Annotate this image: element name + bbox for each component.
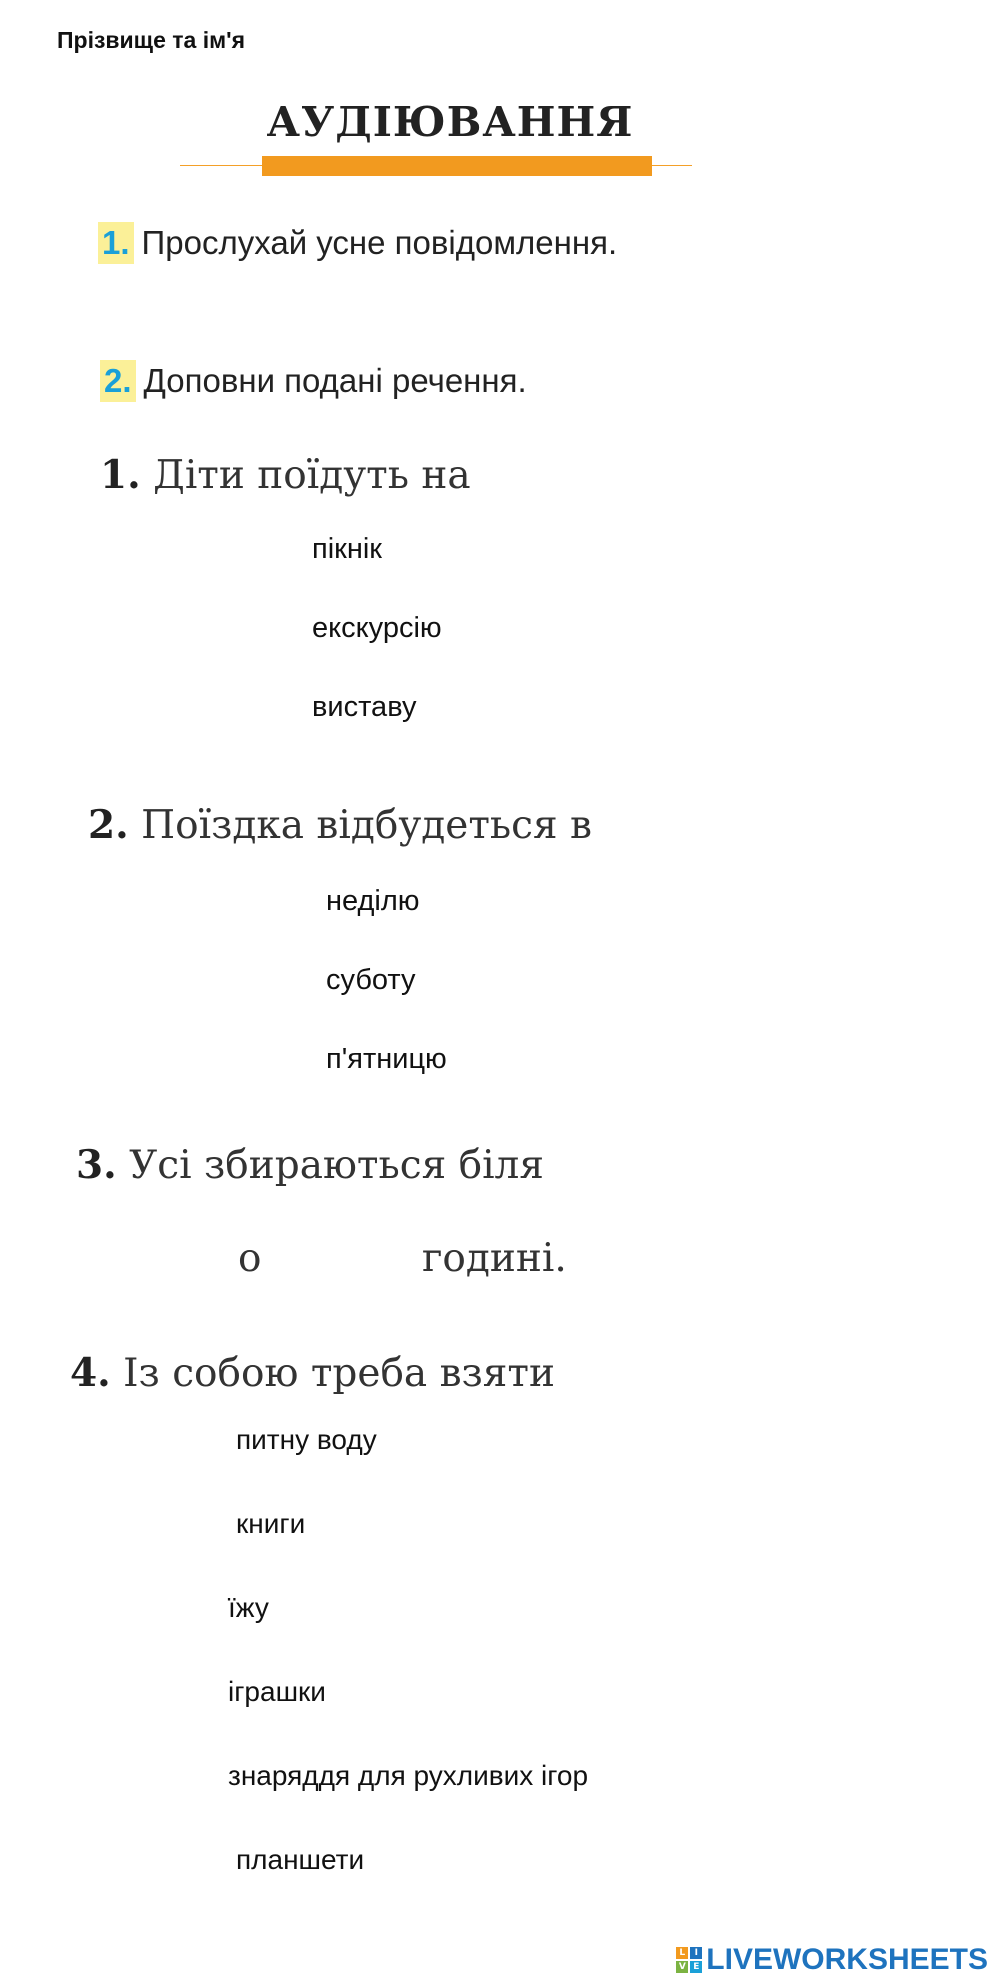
question-4-option-4[interactable]: іграшки: [228, 1676, 326, 1707]
page-title: АУДІЮВАННЯ: [266, 98, 634, 146]
logo-letter-v: V: [676, 1961, 688, 1973]
question-2-text: Поїздка відбудеться в: [141, 803, 592, 848]
question-1-number: 1.: [100, 452, 141, 498]
question-4-text: Із собою треба взяти: [123, 1351, 555, 1396]
task-2-number: 2.: [100, 360, 136, 402]
logo-mark-icon: [676, 1947, 702, 1973]
question-3-line2-suffix: годині.: [422, 1236, 567, 1281]
title-underline-bar: [262, 156, 652, 176]
question-4-option-5[interactable]: знаряддя для рухливих ігор: [228, 1760, 589, 1791]
question-3-number: 3.: [76, 1142, 117, 1188]
question-3-text: Усі збираються біля: [129, 1143, 544, 1188]
logo-letter-i: I: [690, 1947, 702, 1959]
question-1-option-1[interactable]: пікнік: [312, 533, 382, 565]
task-1: [98, 222, 617, 264]
question-1-option-2[interactable]: екскурсію: [312, 612, 442, 644]
logo-letter-l: L: [676, 1947, 688, 1959]
logo-text: LIVEWORKSHEETS: [706, 1943, 988, 1976]
task-1-number: 1.: [98, 222, 134, 264]
question-4-number: 4.: [70, 1350, 111, 1396]
question-3-place-input[interactable]: [548, 1148, 698, 1188]
question-4: [70, 1350, 555, 1396]
question-2-option-2[interactable]: суботу: [326, 964, 416, 996]
question-4-option-6[interactable]: планшети: [236, 1844, 365, 1875]
question-4-option-2[interactable]: книги: [236, 1508, 306, 1539]
question-4-option-3[interactable]: їжу: [228, 1592, 269, 1623]
question-2: [88, 802, 592, 848]
name-label: Прізвище та ім'я: [57, 27, 246, 53]
question-2-option-3[interactable]: п'ятницю: [326, 1043, 447, 1075]
question-1-option-3[interactable]: виставу: [312, 691, 417, 723]
question-1-text: Діти поїдуть на: [153, 453, 471, 498]
logo-letter-e: E: [690, 1961, 702, 1973]
question-3: [76, 1142, 544, 1188]
question-2-option-1[interactable]: неділю: [326, 885, 420, 917]
task-2-text: Доповни подані речення.: [143, 362, 527, 399]
question-3-hour-input[interactable]: [278, 1240, 408, 1280]
task-2: [100, 360, 527, 402]
question-2-number: 2.: [88, 802, 129, 848]
task-1-text: Прослухай усне повідомлення.: [141, 224, 618, 261]
liveworksheets-logo: [676, 1943, 988, 1977]
question-3-line2-prefix: о: [238, 1236, 262, 1281]
question-4-option-1[interactable]: питну воду: [236, 1424, 377, 1455]
question-1: [100, 452, 471, 498]
